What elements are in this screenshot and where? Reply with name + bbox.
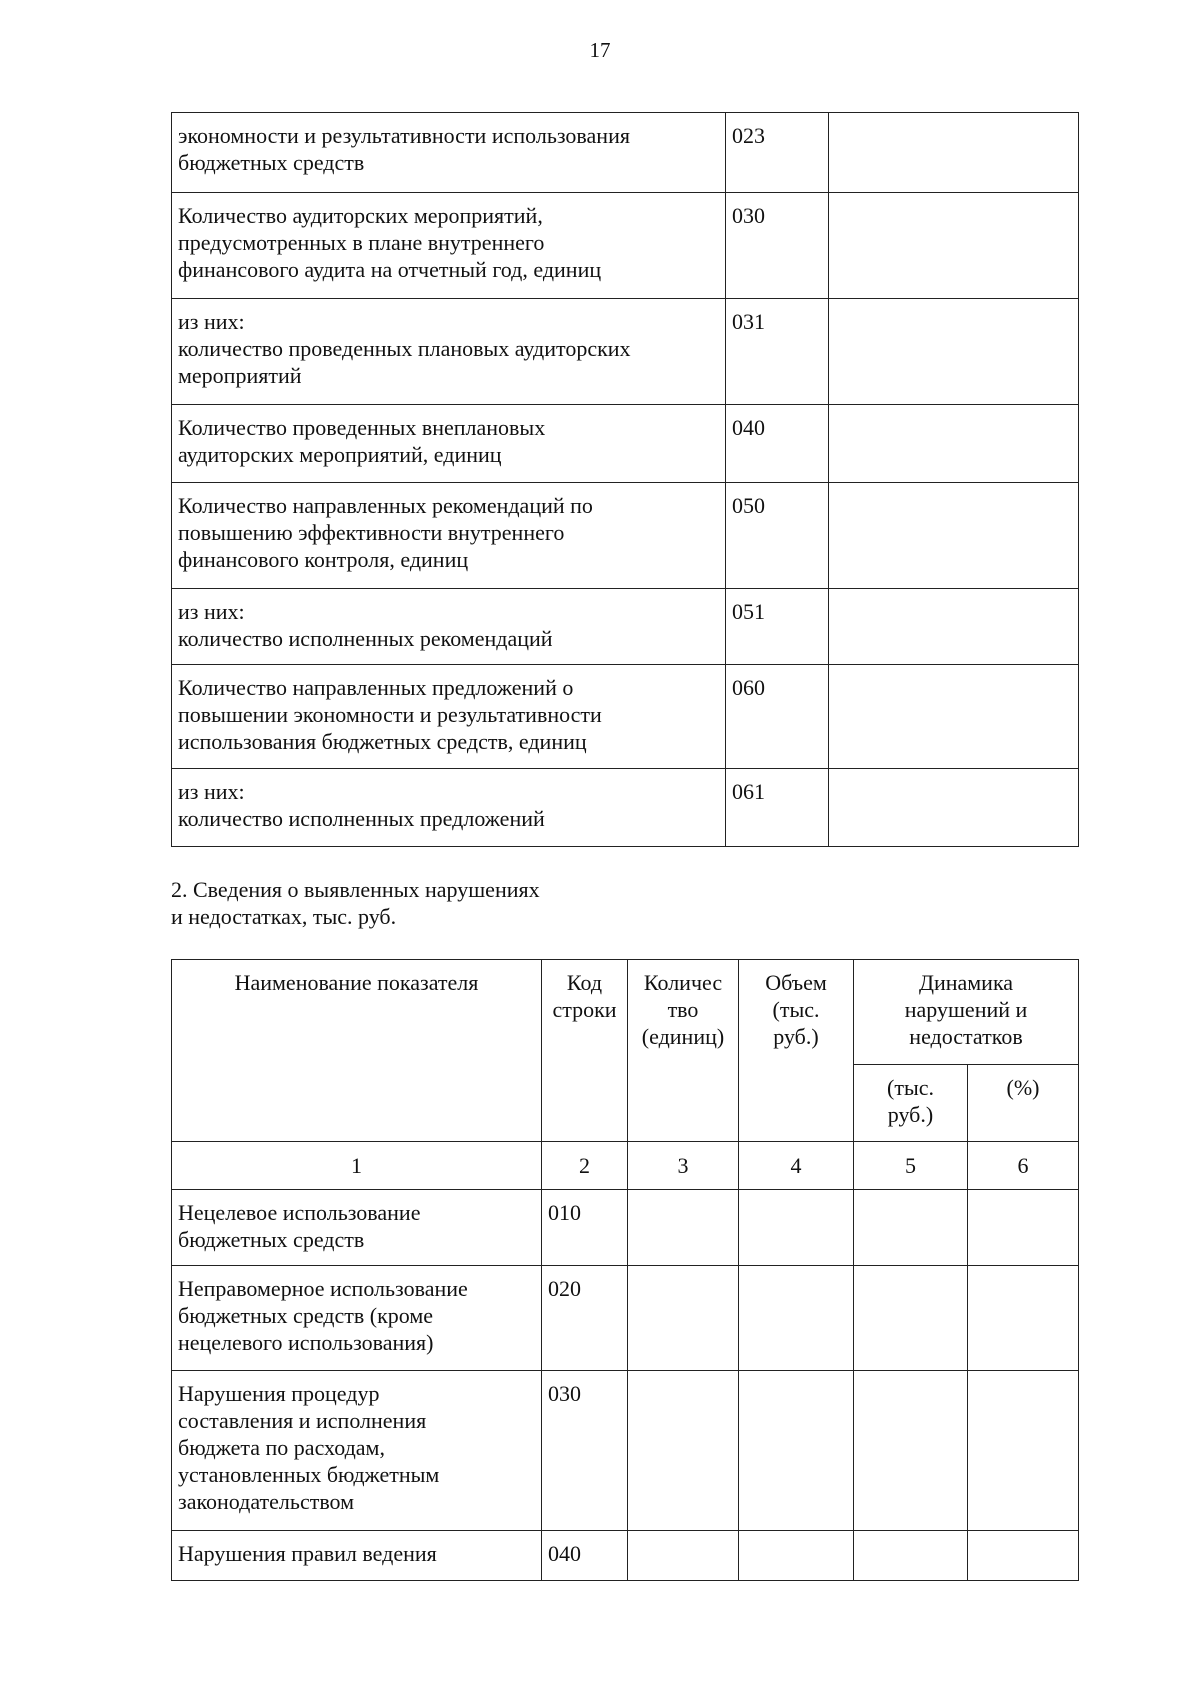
table-row	[172, 405, 1079, 483]
row-code: 061	[726, 769, 829, 847]
header-count: Количес тво (единиц)	[628, 960, 739, 1142]
value-cell	[968, 1190, 1079, 1266]
indicator-name: Количество направленных рекомендаций по повышению эффективности внутреннего финансового контроля, единиц	[172, 483, 726, 589]
value-cell	[854, 1190, 968, 1266]
column-number: 6	[968, 1142, 1079, 1190]
row-code: 023	[726, 113, 829, 193]
indicator-name: экономности и результативности использования бюджетных средств	[172, 113, 726, 193]
value-cell	[829, 405, 1079, 483]
table-row	[172, 1531, 1079, 1581]
value-cell	[829, 769, 1079, 847]
value-cell	[968, 1266, 1079, 1371]
column-numbers-row	[172, 1142, 1079, 1190]
value-cell	[968, 1371, 1079, 1531]
header-volume: Объем (тыс. руб.)	[739, 960, 854, 1142]
header-dynamics-rub: (тыс. руб.)	[854, 1065, 968, 1142]
column-number: 1	[172, 1142, 542, 1190]
indicator-name: Количество аудиторских мероприятий, предусмотренных в плане внутреннего финансового аудита на отчетный год, единиц	[172, 193, 726, 299]
table-row	[172, 483, 1079, 589]
audit-indicators-table	[171, 112, 1079, 847]
page-number: 17	[589, 38, 611, 62]
value-cell	[829, 589, 1079, 665]
value-cell	[739, 1266, 854, 1371]
value-cell	[628, 1190, 739, 1266]
indicator-name: из них: количество исполненных предложений	[172, 769, 726, 847]
row-code: 060	[726, 665, 829, 769]
table-row	[172, 1266, 1079, 1371]
value-cell	[739, 1531, 854, 1581]
header-dynamics-percent: (%)	[968, 1065, 1079, 1142]
row-code: 040	[542, 1531, 628, 1581]
section-title: 2. Сведения о выявленных нарушениях и недостатках, тыс. руб.	[171, 877, 540, 929]
table-row	[172, 665, 1079, 769]
row-code: 030	[542, 1371, 628, 1531]
row-code: 031	[726, 299, 829, 405]
table-row	[172, 1190, 1079, 1266]
row-code: 050	[726, 483, 829, 589]
value-cell	[739, 1190, 854, 1266]
value-cell	[968, 1531, 1079, 1581]
value-cell	[628, 1266, 739, 1371]
indicator-name: из них: количество исполненных рекомендаций	[172, 589, 726, 665]
column-number: 2	[542, 1142, 628, 1190]
value-cell	[829, 113, 1079, 193]
table-row	[172, 1371, 1079, 1531]
column-number: 5	[854, 1142, 968, 1190]
indicator-name: Количество проведенных внеплановых аудиторских мероприятий, единиц	[172, 405, 726, 483]
value-cell	[854, 1531, 968, 1581]
value-cell	[829, 483, 1079, 589]
header-dynamics: Динамика нарушений и недостатков	[854, 960, 1079, 1065]
column-number: 3	[628, 1142, 739, 1190]
row-code: 010	[542, 1190, 628, 1266]
indicator-name: Нецелевое использование бюджетных средств	[172, 1190, 542, 1266]
value-cell	[854, 1371, 968, 1531]
table-row	[172, 769, 1079, 847]
violations-table	[171, 959, 1079, 1581]
value-cell	[829, 299, 1079, 405]
header-code: Код строки	[542, 960, 628, 1142]
indicator-name: Нарушения правил ведения	[172, 1531, 542, 1581]
value-cell	[628, 1531, 739, 1581]
indicator-name: Количество направленных предложений о повышении экономности и результативности использования бюджетных средств, единиц	[172, 665, 726, 769]
row-code: 040	[726, 405, 829, 483]
table-row	[172, 113, 1079, 193]
value-cell	[854, 1266, 968, 1371]
header-row	[172, 960, 1079, 1065]
indicator-name: из них: количество проведенных плановых аудиторских мероприятий	[172, 299, 726, 405]
table-row	[172, 299, 1079, 405]
indicator-name: Неправомерное использование бюджетных средств (кроме нецелевого использования)	[172, 1266, 542, 1371]
table-row	[172, 193, 1079, 299]
row-code: 051	[726, 589, 829, 665]
row-code: 020	[542, 1266, 628, 1371]
value-cell	[829, 193, 1079, 299]
indicator-name: Нарушения процедур составления и исполнения бюджета по расходам, установленных бюджетным законодательством	[172, 1371, 542, 1531]
value-cell	[829, 665, 1079, 769]
row-code: 030	[726, 193, 829, 299]
table-row	[172, 589, 1079, 665]
value-cell	[739, 1371, 854, 1531]
column-number: 4	[739, 1142, 854, 1190]
header-name: Наименование показателя	[172, 960, 542, 1142]
value-cell	[628, 1371, 739, 1531]
